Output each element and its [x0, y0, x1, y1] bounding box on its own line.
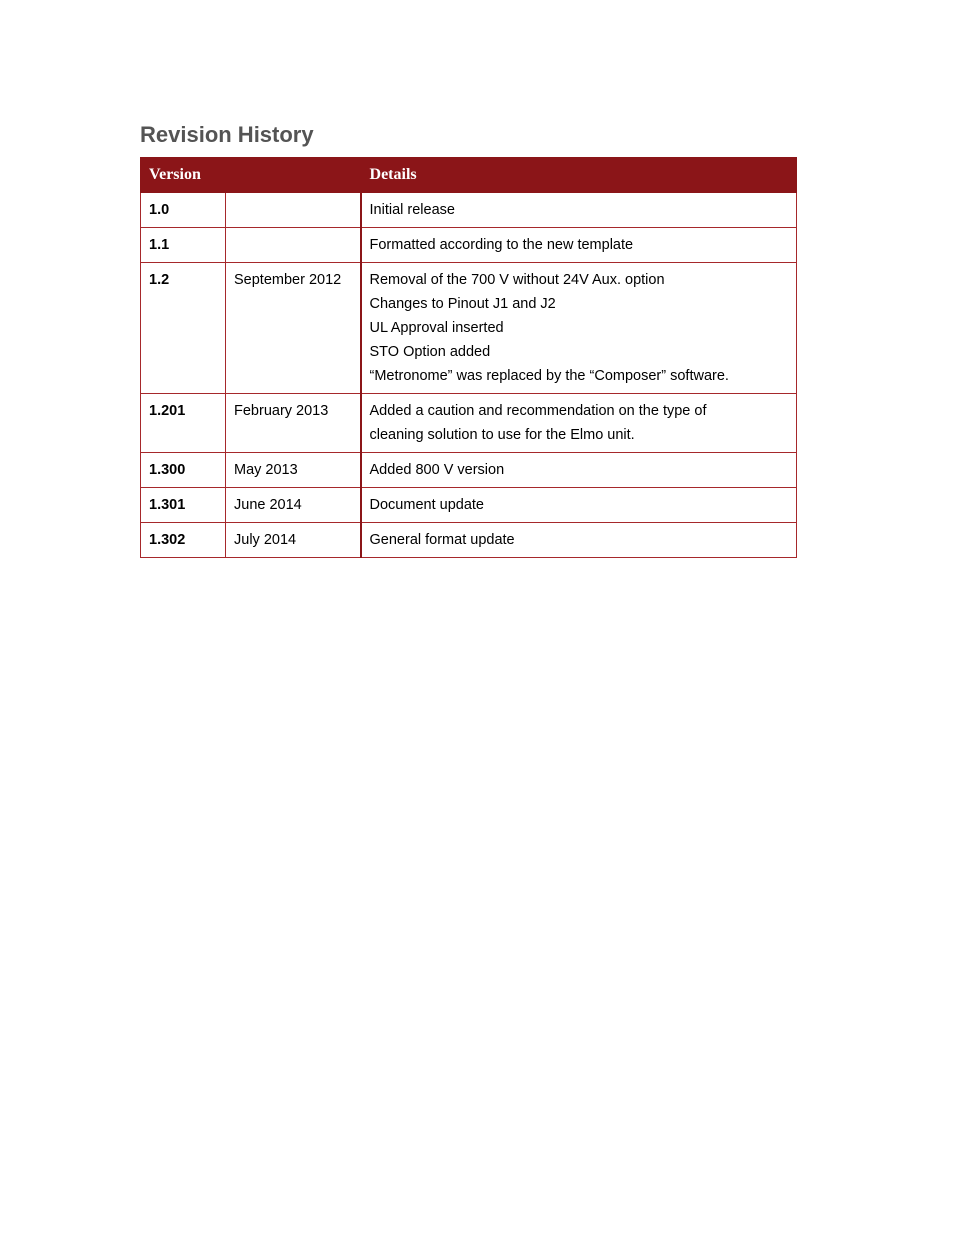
- detail-line: Added 800 V version: [369, 462, 505, 478]
- details-cell: [361, 394, 797, 453]
- details-cell: [361, 488, 797, 523]
- table-row: [141, 263, 797, 394]
- detail-line: Added a caution and recommendation on the type of: [369, 403, 707, 419]
- version-cell: 1.2: [141, 263, 226, 394]
- detail-line: UL Approval inserted: [369, 320, 504, 336]
- detail-line: Document update: [369, 497, 484, 513]
- date-cell: July 2014: [226, 523, 361, 558]
- details-cell: [361, 193, 797, 228]
- version-cell: 1.300: [141, 453, 226, 488]
- detail-line: Initial release: [369, 202, 455, 218]
- date-cell: [226, 193, 361, 228]
- table-row: [141, 394, 797, 453]
- table-row: [141, 523, 797, 558]
- table-row: [141, 488, 797, 523]
- version-cell: 1.302: [141, 523, 226, 558]
- version-column-header: Version: [141, 158, 361, 193]
- version-cell: 1.1: [141, 228, 226, 263]
- details-cell: [361, 263, 797, 394]
- detail-line: “Metronome” was replaced by the “Composer” software.: [369, 368, 729, 384]
- detail-line: General format update: [369, 532, 515, 548]
- detail-line: STO Option added: [369, 344, 491, 360]
- details-cell: [361, 453, 797, 488]
- detail-line: Removal of the 700 V without 24V Aux. option: [369, 272, 665, 288]
- date-cell: June 2014: [226, 488, 361, 523]
- details-column-header: Details: [361, 158, 797, 193]
- table-header-row: [141, 158, 797, 193]
- detail-line: Formatted according to the new template: [369, 237, 634, 253]
- date-cell: May 2013: [226, 453, 361, 488]
- revision-history-table: [140, 157, 797, 558]
- table-row: [141, 453, 797, 488]
- version-cell: 1.301: [141, 488, 226, 523]
- table-row: [141, 228, 797, 263]
- date-cell: [226, 228, 361, 263]
- date-cell: February 2013: [226, 394, 361, 453]
- version-cell: 1.201: [141, 394, 226, 453]
- version-cell: 1.0: [141, 193, 226, 228]
- date-cell: September 2012: [226, 263, 361, 394]
- table-body: [141, 193, 797, 558]
- detail-line: cleaning solution to use for the Elmo unit.: [369, 427, 635, 443]
- page-title: Revision History: [140, 122, 314, 147]
- details-cell: [361, 228, 797, 263]
- details-cell: [361, 523, 797, 558]
- table-row: [141, 193, 797, 228]
- detail-line: Changes to Pinout J1 and J2: [369, 296, 556, 312]
